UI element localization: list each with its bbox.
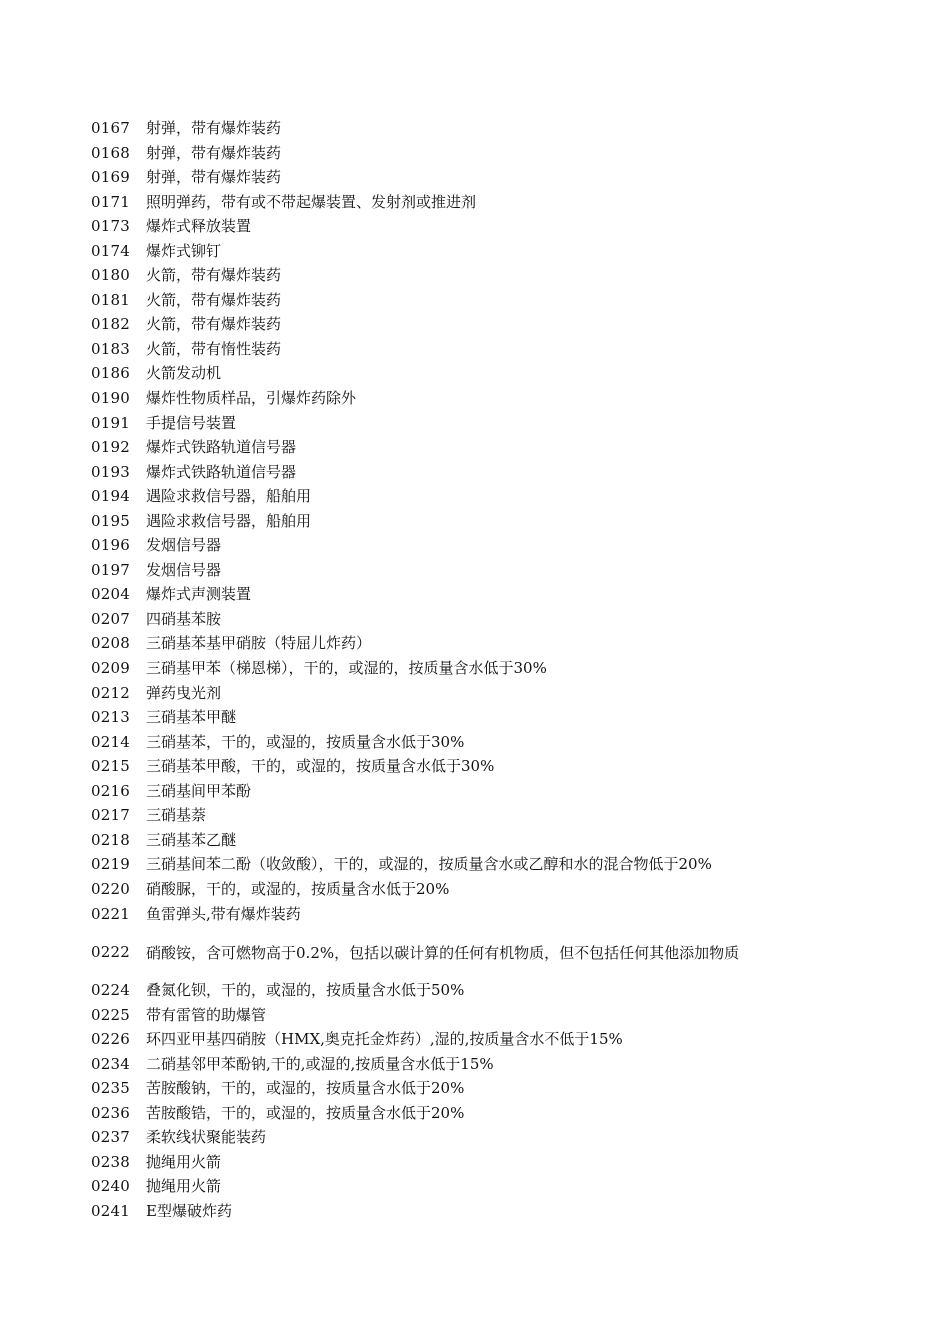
entry-name: 爆炸式声测装置 <box>146 585 252 604</box>
entry-name: 火箭发动机 <box>146 364 222 383</box>
entry-name: 遇险求救信号器，船舶用 <box>146 487 312 506</box>
entry-number: 0224 <box>91 981 130 1000</box>
entry-number: 0194 <box>91 487 130 506</box>
list-item <box>91 165 811 190</box>
entry-name: 发烟信号器 <box>146 536 222 555</box>
list-item <box>91 1027 811 1052</box>
list-item <box>91 1101 811 1126</box>
list-item <box>91 239 811 264</box>
entry-name: 火箭，带有爆炸装药 <box>146 266 282 285</box>
entry-name: 抛绳用火箭 <box>146 1152 222 1171</box>
list-item <box>91 902 811 927</box>
entry-number: 0193 <box>91 462 130 481</box>
entry-number: 0167 <box>91 119 130 137</box>
entry-number: 0186 <box>91 364 130 383</box>
entry-number: 0190 <box>91 389 130 408</box>
list-item <box>91 681 811 706</box>
list-item <box>91 337 811 362</box>
list-item <box>91 214 811 239</box>
entry-number: 0236 <box>91 1103 130 1122</box>
list-item <box>91 312 811 337</box>
entry-number: 0169 <box>91 168 130 187</box>
list-item <box>91 386 811 411</box>
entry-name: 硝酸铵，含可燃物高于0.2%，包括以碳计算的任何有机物质，但不包括任何其他添加物质 <box>146 944 740 963</box>
entry-number: 0168 <box>91 143 130 162</box>
list-item <box>91 1052 811 1077</box>
entry-number: 0171 <box>91 192 130 211</box>
entry-name: 叠氮化钡，干的，或湿的，按质量含水低于50% <box>146 981 465 1000</box>
entry-number: 0220 <box>91 879 130 898</box>
list-item <box>91 1150 811 1175</box>
entry-number: 0222 <box>91 943 130 962</box>
entry-number: 0196 <box>91 536 130 555</box>
entry-name: 爆炸式铁路轨道信号器 <box>146 462 297 481</box>
list-item <box>91 1003 811 1028</box>
entry-number: 0192 <box>91 438 130 457</box>
list-item <box>91 116 811 141</box>
entry-number: 0181 <box>91 290 130 309</box>
list-item <box>91 828 811 853</box>
list-item <box>91 656 811 681</box>
list-item <box>91 779 811 804</box>
entry-name: 爆炸性物质样品，引爆炸药除外 <box>146 389 357 408</box>
entry-number: 0180 <box>91 266 130 285</box>
entry-name: 火箭，带有爆炸装药 <box>146 315 282 334</box>
list-item <box>91 582 811 607</box>
entry-number: 0241 <box>91 1201 130 1220</box>
entry-number: 0208 <box>91 634 130 653</box>
list-item <box>91 631 811 656</box>
entry-name: 苦胺酸钠，干的，或湿的，按质量含水低于20% <box>146 1079 465 1098</box>
list-item <box>91 558 811 583</box>
entry-name: 弹药曳光剂 <box>146 683 222 702</box>
list-item <box>91 607 811 632</box>
list-item <box>91 926 811 978</box>
entry-name: 苦胺酸锆，干的，或湿的，按质量含水低于20% <box>146 1103 465 1122</box>
list-item <box>91 705 811 730</box>
list-item <box>91 754 811 779</box>
list-item <box>91 190 811 215</box>
entry-name: 照明弹药，带有或不带起爆装置、发射剂或推进剂 <box>146 192 477 211</box>
entry-name: 射弹，带有爆炸装药 <box>146 119 282 137</box>
entry-name: 三硝基萘 <box>146 806 207 825</box>
entry-name: 柔软线状聚能装药 <box>146 1128 267 1147</box>
entry-number: 0207 <box>91 609 130 628</box>
list-item <box>91 460 811 485</box>
entry-number: 0215 <box>91 757 130 776</box>
entry-number: 0209 <box>91 659 130 678</box>
entry-number: 0213 <box>91 708 130 727</box>
list-item <box>91 1174 811 1199</box>
entry-number: 0195 <box>91 511 130 530</box>
list-item <box>91 978 811 1003</box>
entry-number: 0219 <box>91 855 130 874</box>
entry-number: 0218 <box>91 830 130 849</box>
entry-name: 三硝基苯，干的，或湿的，按质量含水低于30% <box>146 732 465 751</box>
list-item <box>91 435 811 460</box>
entry-number: 0204 <box>91 585 130 604</box>
entry-name: 爆炸式铁路轨道信号器 <box>146 438 297 457</box>
entry-number: 0197 <box>91 560 130 579</box>
entry-number: 0240 <box>91 1177 130 1196</box>
list-item <box>91 484 811 509</box>
list-item <box>91 533 811 558</box>
entry-name: 鱼雷弹头,带有爆炸装药 <box>146 904 301 923</box>
entry-number: 0234 <box>91 1054 130 1073</box>
entry-name: 发烟信号器 <box>146 560 222 579</box>
entry-name: 四硝基苯胺 <box>146 609 222 628</box>
entry-number: 0182 <box>91 315 130 334</box>
list-item <box>91 803 811 828</box>
entry-number: 0173 <box>91 217 130 236</box>
list-item <box>91 877 811 902</box>
entry-name: 带有雷管的助爆管 <box>146 1005 267 1024</box>
entry-name: 环四亚甲基四硝胺（HMX,奥克托金炸药）,湿的,按质量含水不低于15% <box>146 1030 623 1049</box>
entry-number: 0183 <box>91 339 130 358</box>
entry-name: 手提信号装置 <box>146 413 237 432</box>
entry-name: 爆炸式释放装置 <box>146 217 252 236</box>
entry-name: 三硝基苯甲醚 <box>146 708 237 727</box>
entry-number: 0217 <box>91 806 130 825</box>
entry-name: 三硝基苯甲酸，干的，或湿的，按质量含水低于30% <box>146 757 495 776</box>
entry-number: 0212 <box>91 683 130 702</box>
list-item <box>91 361 811 386</box>
entry-name: 抛绳用火箭 <box>146 1177 222 1196</box>
entry-number: 0237 <box>91 1128 130 1147</box>
entry-name: 爆炸式铆钉 <box>146 241 222 260</box>
entry-number: 0221 <box>91 904 130 923</box>
entry-number: 0216 <box>91 781 130 800</box>
entry-name: 三硝基间苯二酚（收敛酸），干的，或湿的，按质量含水或乙醇和水的混合物低于20% <box>146 855 712 874</box>
list-item <box>91 411 811 436</box>
entry-name: 火箭，带有爆炸装药 <box>146 290 282 309</box>
entry-name: 遇险求救信号器，船舶用 <box>146 511 312 530</box>
entry-name: 三硝基甲苯（梯恩梯），干的，或湿的，按质量含水低于30% <box>146 659 547 678</box>
entry-name: 射弹，带有爆炸装药 <box>146 168 282 187</box>
list-item <box>91 288 811 313</box>
list-item <box>91 509 811 534</box>
list-item <box>91 852 811 877</box>
entry-name: E型爆破炸药 <box>146 1201 232 1220</box>
entry-number: 0226 <box>91 1030 130 1049</box>
entry-name: 三硝基苯基甲硝胺（特屈儿炸药） <box>146 634 372 653</box>
entry-name: 三硝基苯乙醚 <box>146 830 237 849</box>
list-item <box>91 730 811 755</box>
entry-name: 射弹，带有爆炸装药 <box>146 143 282 162</box>
list-item <box>91 141 811 166</box>
list-item <box>91 1125 811 1150</box>
entry-number: 0238 <box>91 1152 130 1171</box>
entry-list <box>91 116 811 1224</box>
entry-number: 0191 <box>91 413 130 432</box>
entry-number: 0214 <box>91 732 130 751</box>
entry-number: 0225 <box>91 1005 130 1024</box>
entry-name: 硝酸脲，干的，或湿的，按质量含水低于20% <box>146 879 450 898</box>
list-item <box>91 1076 811 1101</box>
entry-name: 二硝基邻甲苯酚钠,干的,或湿的,按质量含水低于15% <box>146 1054 494 1073</box>
list-item <box>91 1199 811 1224</box>
entry-name: 三硝基间甲苯酚 <box>146 781 252 800</box>
entry-number: 0174 <box>91 241 130 260</box>
entry-number: 0235 <box>91 1079 130 1098</box>
entry-name: 火箭，带有惰性装药 <box>146 339 282 358</box>
list-item <box>91 263 811 288</box>
